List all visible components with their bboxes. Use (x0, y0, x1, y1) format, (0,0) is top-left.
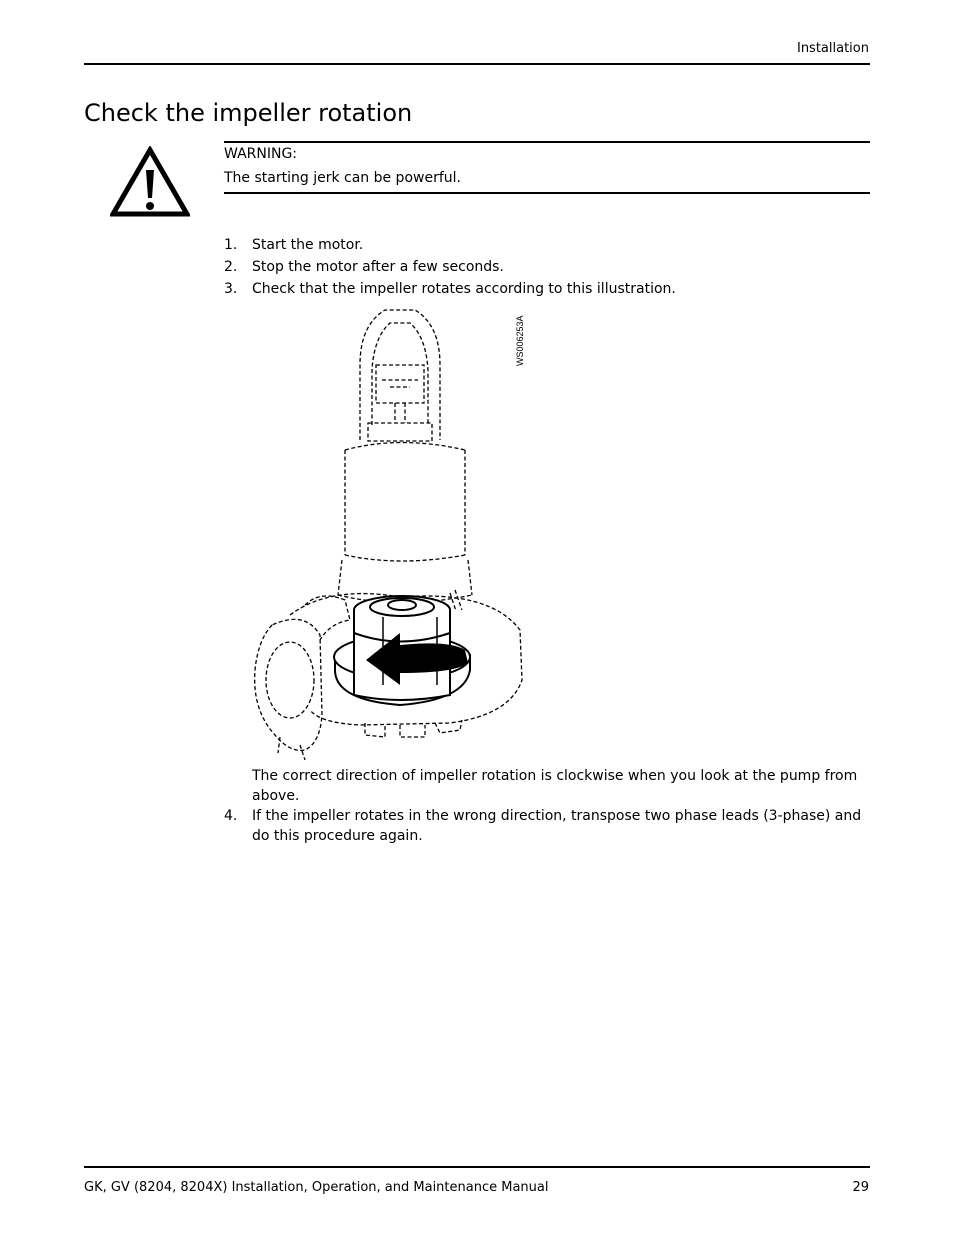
header-rule (84, 63, 870, 65)
step-number: 3. (224, 281, 238, 297)
footer-page-number: 29 (852, 1180, 869, 1195)
warning-text: The starting jerk can be powerful. (224, 170, 461, 186)
step-number: 1. (224, 237, 238, 253)
warning-rule-top (224, 141, 870, 143)
page-title: Check the impeller rotation (84, 99, 413, 127)
step-text: Check that the impeller rotates according to this illustration. (252, 281, 676, 297)
warning-rule-bottom (224, 192, 870, 194)
header-section-label: Installation (796, 41, 869, 56)
footer-manual-title: GK, GV (8204, 8204X) Installation, Operation, and Maintenance Manual (84, 1180, 549, 1195)
footer-rule (84, 1166, 870, 1168)
impeller-rotation-illustration (250, 305, 540, 760)
step-text: Stop the motor after a few seconds. (252, 259, 504, 275)
rotation-note: The correct direction of impeller rotation is clockwise when you look at the pump from above. (252, 768, 858, 804)
step-1 (224, 235, 364, 255)
figure-id (508, 312, 538, 372)
warning-label: WARNING: (224, 146, 298, 162)
step-text: If the impeller rotates in the wrong direction, transpose two phase leads (3-phase) and do this procedure again. (252, 808, 862, 844)
figure-id-text: WS006253A (515, 315, 525, 366)
step-text: Start the motor. (252, 237, 364, 253)
step-3 (224, 279, 676, 299)
step-number: 4. (224, 808, 238, 824)
warning-triangle-icon (110, 146, 190, 218)
step-4 (224, 806, 862, 844)
step-2 (224, 257, 504, 277)
step-number: 2. (224, 259, 238, 275)
